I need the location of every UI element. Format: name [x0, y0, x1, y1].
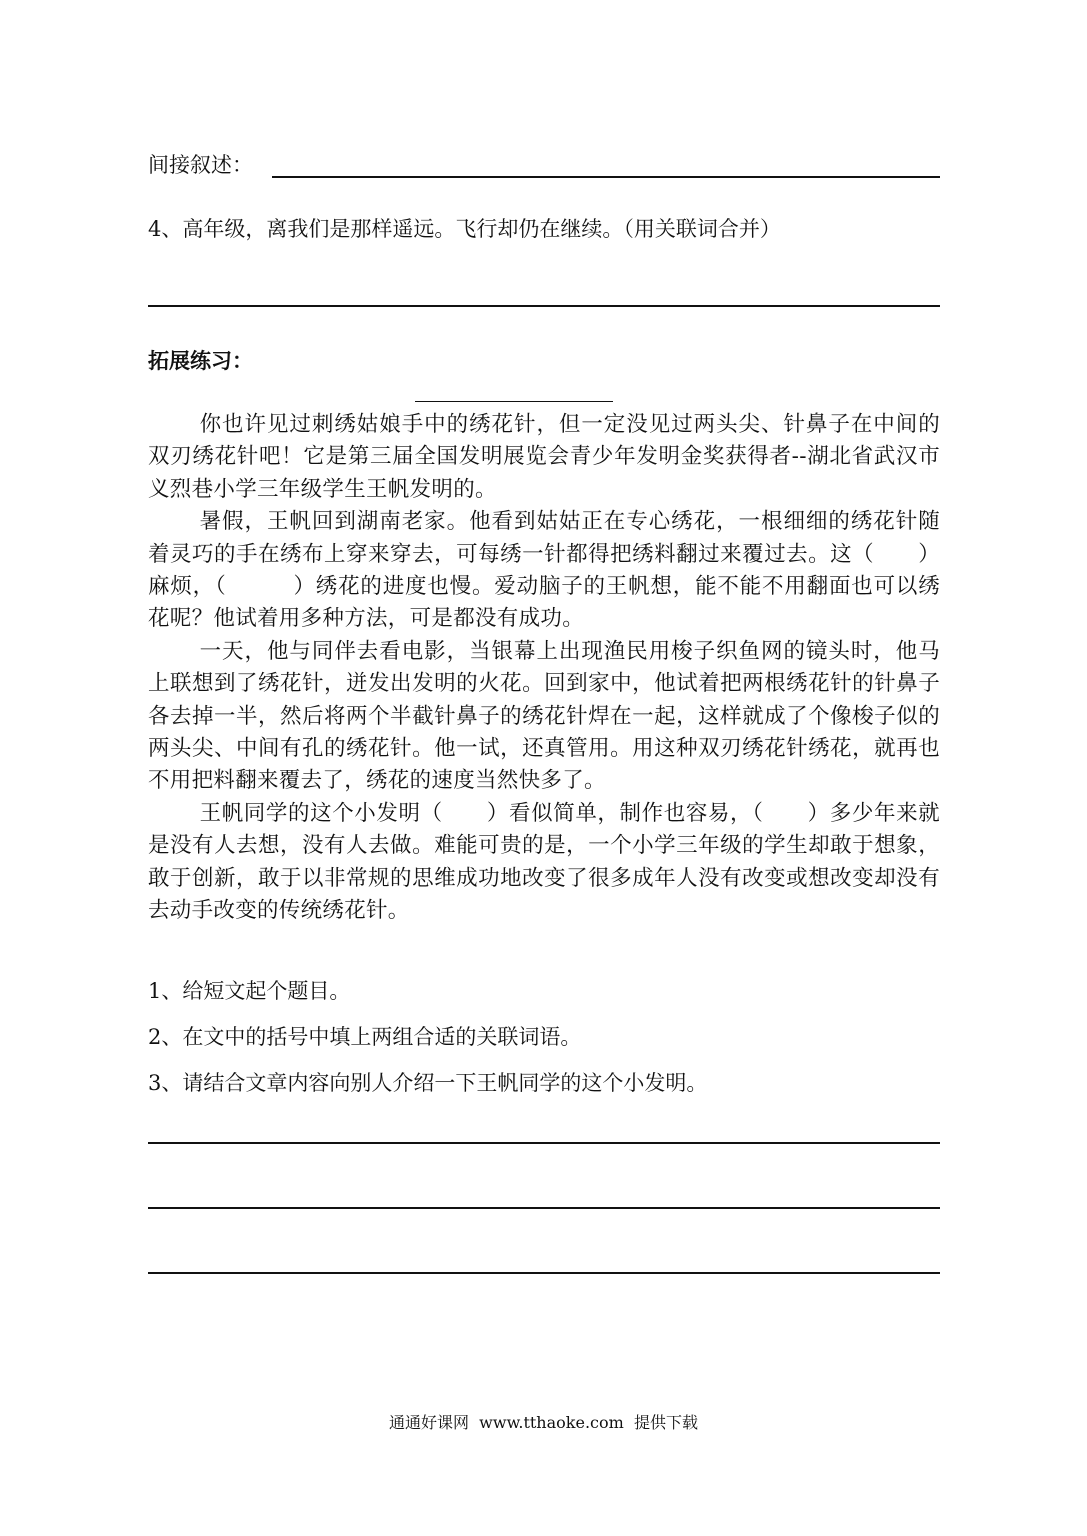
extension-heading: 拓展练习： [148, 348, 253, 373]
answer-line[interactable] [148, 1142, 940, 1144]
question-3: 3、请结合文章内容向别人介绍一下王帆同学的这个小发明。 [148, 1071, 708, 1095]
reading-passage [148, 409, 940, 928]
page-footer: 通通好课网 www.tthaoke.com 提供下载 [389, 1413, 698, 1432]
passage-paragraph: 一天，他与同伴去看电影，当银幕上出现渔民用梭子织鱼网的镜头时，他马上联想到了绣花针，迸发出发明的火花。回到家中，他试着把两根绣花针的针鼻子各去掉一半，然后将两个半截针鼻子的绣花针焊在一起，这样就成了个像梭子似的两头尖、中间有孔的绣花针。他一试，还真管用。用这种双刃绣花针绣花，就再也不用把料翻来覆去了，绣花的速度当然快多了。 [148, 638, 940, 794]
question-2: 2、在文中的括号中填上两组合适的关联词语。 [148, 1025, 582, 1049]
passage-paragraph: 暑假，王帆回到湖南老家。他看到姑姑正在专心绣花，一根细细的绣花针随着灵巧的手在绣布上穿来穿去，可每绣一针都得把绣料翻过来覆过去。这（ ）麻烦，（ ）绣花的进度也慢。爱动脑子的王帆想，能不能不用翻面也可以绣花呢？他试着用多种方法，可是都没有成功。 [148, 509, 940, 632]
indirect-narration-answer-line[interactable] [272, 176, 940, 178]
passage-title-line[interactable] [415, 401, 613, 402]
answer-line[interactable] [148, 1272, 940, 1274]
indirect-narration-label: 间接叙述： [148, 153, 253, 177]
passage-paragraph: 王帆同学的这个小发明（ ）看似简单，制作也容易，（ ）多少年来就是没有人去想，没有人去做。难能可贵的是，一个小学三年级的学生却敢于想象，敢于创新，敢于以非常规的思维成功地改变了很多成年人没有改变或想改变却没有去动手改变的传统绣花针。 [148, 800, 940, 924]
question-4-answer-line[interactable] [148, 305, 940, 307]
passage-paragraph: 你也许见过刺绣姑娘手中的绣花针，但一定没见过两头尖、针鼻子在中间的双刃绣花针吧！它是第三届全国发明展览会青少年发明金奖获得者--湖北省武汉市义烈巷小学三年级学生王帆发明的。 [148, 412, 940, 502]
question-1: 1、给短文起个题目。 [148, 979, 351, 1003]
answer-line[interactable] [148, 1207, 940, 1209]
question-4: 4、高年级，离我们是那样遥远。飞行却仍在继续。（用关联词合并） [148, 217, 781, 241]
